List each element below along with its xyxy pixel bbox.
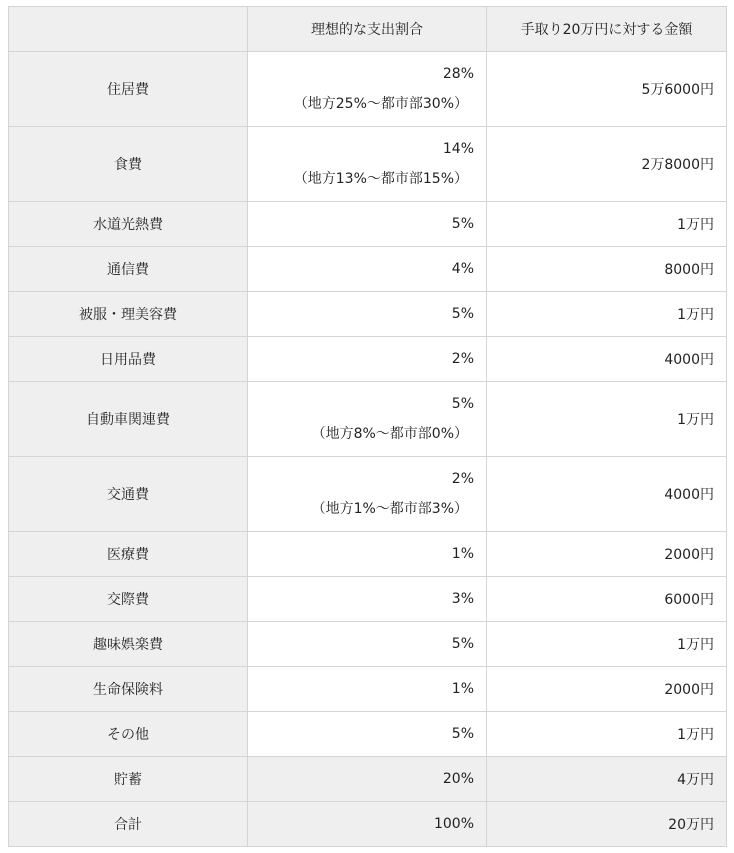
- category-cell: 生命保険料: [9, 667, 248, 712]
- ratio-value: 2%: [451, 471, 474, 487]
- category-cell: 日用品費: [9, 337, 248, 382]
- amount-cell: 1万円: [487, 202, 727, 247]
- ratio-cell: [248, 667, 487, 712]
- header-ratio: 理想的な支出割合: [248, 7, 487, 52]
- header-category: [9, 7, 248, 52]
- amount-cell: 2000円: [487, 532, 727, 577]
- ratio-cell: [248, 757, 487, 802]
- ratio-cell: [248, 52, 487, 127]
- ratio-cell: [248, 712, 487, 757]
- amount-cell: 1万円: [487, 292, 727, 337]
- ratio-value: 1%: [451, 546, 474, 562]
- amount-cell: 5万6000円: [487, 52, 727, 127]
- category-cell: 医療費: [9, 532, 248, 577]
- ratio-value: 5%: [451, 636, 474, 652]
- category-cell: その他: [9, 712, 248, 757]
- amount-cell: 6000円: [487, 577, 727, 622]
- table-row: [9, 532, 727, 577]
- ratio-cell: [248, 457, 487, 532]
- category-cell: 食費: [9, 127, 248, 202]
- amount-cell: 1万円: [487, 712, 727, 757]
- table-row: [9, 802, 727, 847]
- ratio-value: 14%: [442, 141, 474, 157]
- ratio-value: 4%: [451, 261, 474, 277]
- amount-cell: 1万円: [487, 382, 727, 457]
- amount-cell: 4万円: [487, 757, 727, 802]
- ratio-value: 3%: [451, 591, 474, 607]
- amount-cell: 2000円: [487, 667, 727, 712]
- category-cell: 交際費: [9, 577, 248, 622]
- ratio-value: 2%: [451, 351, 474, 367]
- table-row: [9, 712, 727, 757]
- ratio-value: 5%: [451, 396, 474, 412]
- table-row: [9, 382, 727, 457]
- table-row: [9, 667, 727, 712]
- table-row: [9, 247, 727, 292]
- amount-cell: 4000円: [487, 337, 727, 382]
- ratio-range-note: （地方8%～都市部0%）: [311, 426, 468, 442]
- table-row: [9, 457, 727, 532]
- amount-cell: 2万8000円: [487, 127, 727, 202]
- category-cell: 貯蓄: [9, 757, 248, 802]
- category-cell: 合計: [9, 802, 248, 847]
- ratio-cell: [248, 532, 487, 577]
- amount-cell: 4000円: [487, 457, 727, 532]
- ratio-value: 5%: [451, 306, 474, 322]
- category-cell: 被服・理美容費: [9, 292, 248, 337]
- table-row: [9, 622, 727, 667]
- ratio-value: 20%: [442, 771, 474, 787]
- ratio-range-note: （地方25%～都市部30%）: [293, 96, 468, 112]
- ratio-value: 100%: [433, 816, 474, 832]
- table-row: [9, 757, 727, 802]
- amount-cell: 20万円: [487, 802, 727, 847]
- table-row: [9, 202, 727, 247]
- table-row: [9, 292, 727, 337]
- ratio-cell: [248, 202, 487, 247]
- ratio-cell: [248, 802, 487, 847]
- ratio-cell: [248, 337, 487, 382]
- ratio-range-note: （地方1%～都市部3%）: [311, 501, 468, 517]
- category-cell: 趣味娯楽費: [9, 622, 248, 667]
- ratio-cell: [248, 292, 487, 337]
- ratio-cell: [248, 247, 487, 292]
- category-cell: 水道光熱費: [9, 202, 248, 247]
- ratio-cell: [248, 127, 487, 202]
- category-cell: 住居費: [9, 52, 248, 127]
- table-header: [9, 7, 727, 52]
- ratio-range-note: （地方13%～都市部15%）: [293, 171, 468, 187]
- amount-cell: 1万円: [487, 622, 727, 667]
- table-row: [9, 127, 727, 202]
- ratio-value: 28%: [442, 66, 474, 82]
- ratio-cell: [248, 382, 487, 457]
- header-row: [9, 7, 727, 52]
- amount-cell: 8000円: [487, 247, 727, 292]
- category-cell: 自動車関連費: [9, 382, 248, 457]
- table-row: [9, 577, 727, 622]
- budget-table: [8, 6, 727, 847]
- header-amount: 手取り20万円に対する金額: [487, 7, 727, 52]
- ratio-value: 1%: [451, 681, 474, 697]
- category-cell: 通信費: [9, 247, 248, 292]
- ratio-value: 5%: [451, 216, 474, 232]
- ratio-cell: [248, 622, 487, 667]
- ratio-cell: [248, 577, 487, 622]
- category-cell: 交通費: [9, 457, 248, 532]
- table-row: [9, 337, 727, 382]
- ratio-value: 5%: [451, 726, 474, 742]
- table-row: [9, 52, 727, 127]
- table-body: [9, 52, 727, 847]
